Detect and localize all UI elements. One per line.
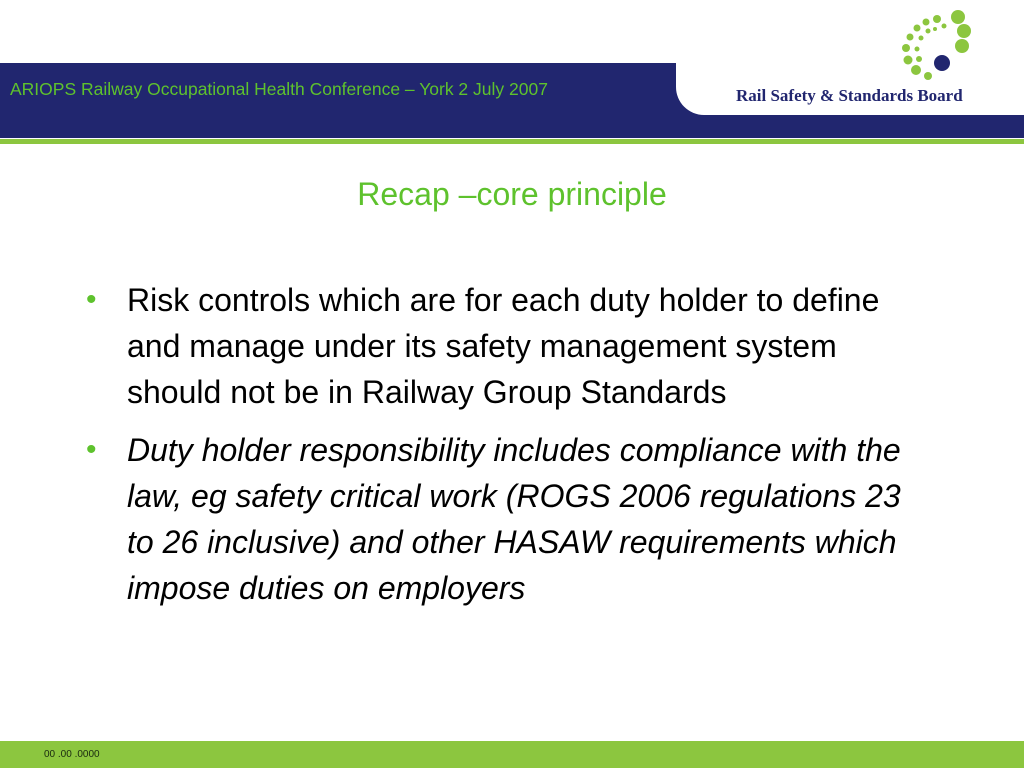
footer-band	[0, 741, 1024, 768]
bullet-text: Risk controls which are for each duty holder to define and manage under its safety management system should not be in Railway Group Standards	[127, 282, 880, 410]
bullet-icon: •	[86, 433, 97, 466]
conference-title: ARIOPS Railway Occupational Health Conference – York 2 July 2007	[10, 79, 548, 99]
bullet-icon: •	[86, 283, 97, 316]
bullet-item	[86, 277, 916, 415]
bullet-list	[86, 277, 916, 623]
footer-date: 00 .00 .0000	[44, 749, 100, 760]
bullet-item	[86, 427, 916, 611]
logo-text: Rail Safety & Standards Board	[736, 86, 963, 105]
header-divider	[0, 139, 1024, 144]
bullet-text: Duty holder responsibility includes compliance with the law, eg safety critical work (ROGS 2006 regulations 23 to 26 inclusive) and other HASAW requirements which impose duties on employers	[127, 432, 901, 606]
dotted-circle-logo-icon	[888, 4, 978, 82]
slide-title: Recap –core principle	[357, 176, 667, 212]
